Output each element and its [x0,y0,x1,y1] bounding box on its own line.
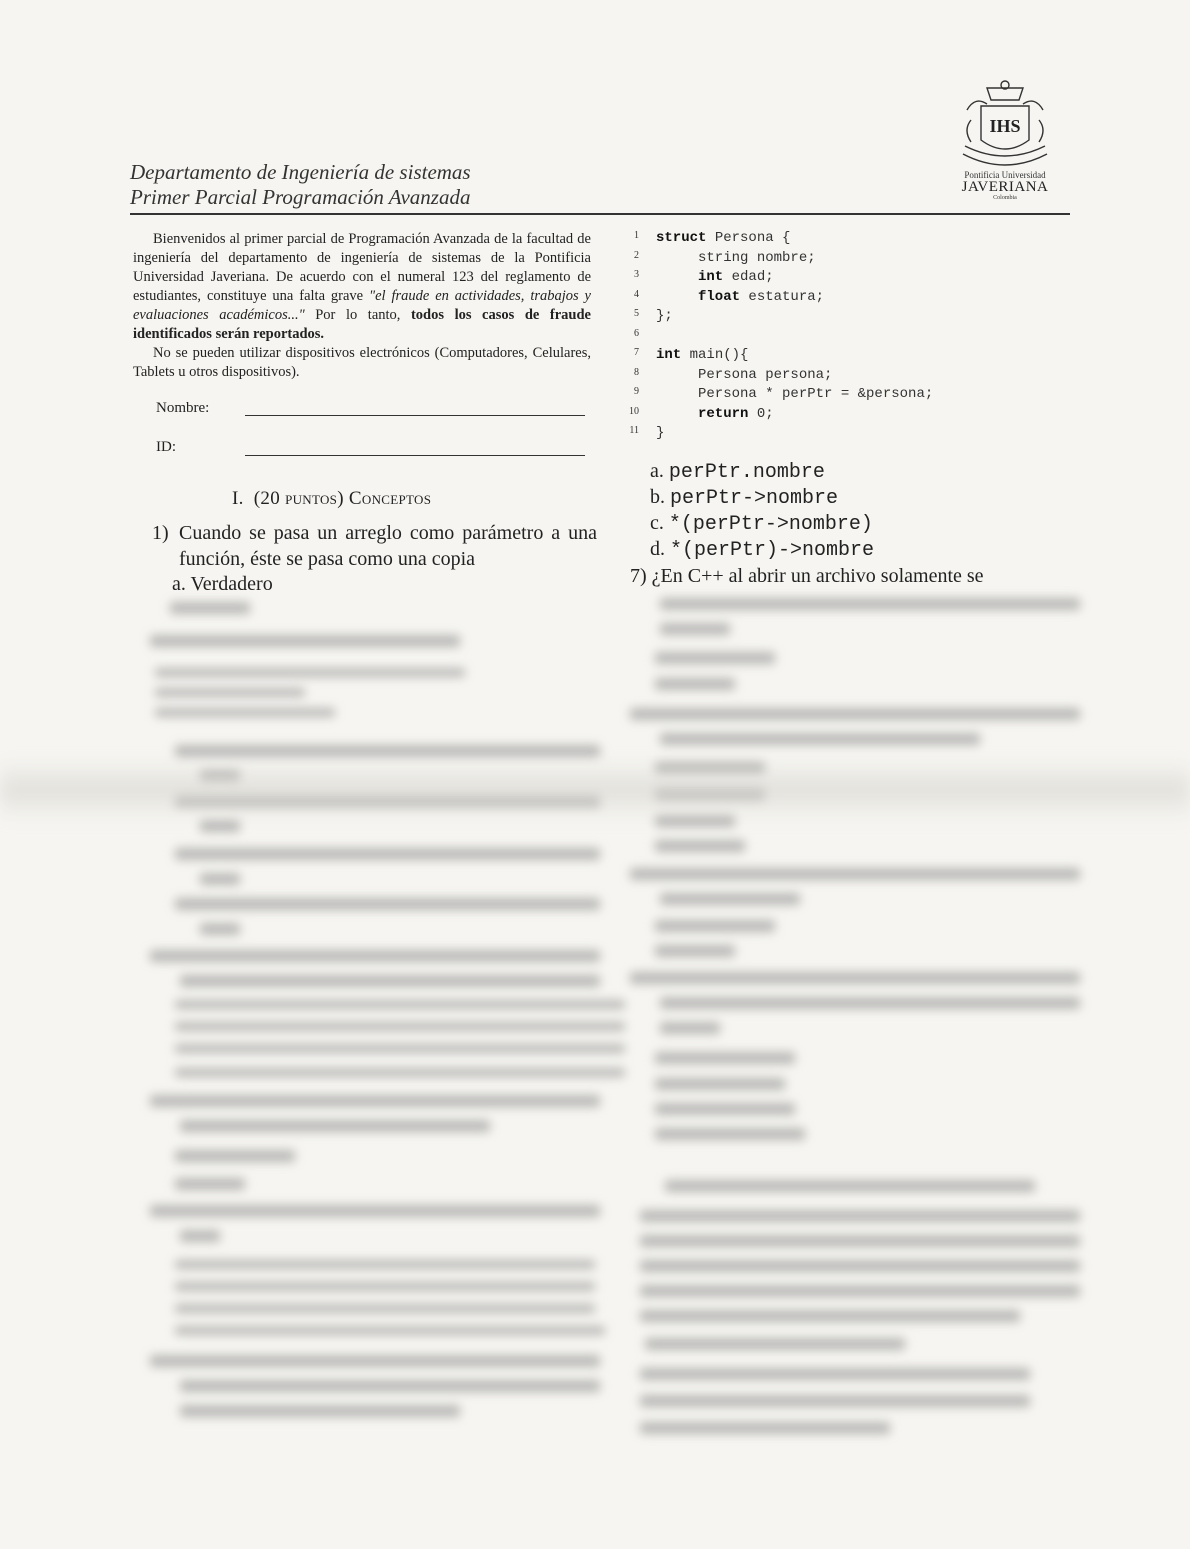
question-1-text: Cuando se pasa un arreglo como parámetro a una función, éste se pasa como una copia [179,522,597,570]
name-label: Nombre: [156,400,210,416]
university-logo [955,80,1055,205]
id-field[interactable] [245,455,585,456]
exam-page: Departamento de Ingeniería de sistemas Primer Parcial Programación Avanzada IHS Pontificia Universidad JAVERIANA Colombia Bienvenidos al primer parcial de Programación Avanzada de la facultad de ingeniería del departamento de ingeniería de sistemas de la Pontificia Universidad Javeriana. De acuerdo con el numeral 123 del reglamento de estudiantes, constituye una falta grave "el fraude en actividades, trabajos y evaluaciones académicos..." Por lo tanto, todos los casos de fraude identificados serán reportados. No se pueden utilizar dispositivos electrónicos (Computadores, Celulares, Tablets u otros dispositivos). Nombre: ID: I. (20 puntos) Conceptos 1) Cuando se pasa un arreglo como parámetro a una función, éste se pasa como una copia a. Verdadero 1 struct Persona { 2 string nombre; 3 int edad; 4 float estatura; 5 }; 6 7 int main(){ 8 Persona persona; 9 Persona * perPtr = &persona; 10 return 0; 11 } a. perPtr.nombre b. perPtr->nombre c. *(perPtr->nombre) d. *(perPtr)->nombre 7) ¿En C++ al abrir un archivo solamente se [0,0,1190,1549]
logo-line-2: JAVERIANA [961,179,1049,195]
question-1: 1) Cuando se pasa un arreglo como parámetro a una función, éste se pasa como una copia [152,522,597,570]
intro-paragraph-1: Bienvenidos al primer parcial de Programación Avanzada de la facultad de ingeniería del departamento de ingeniería de sistemas de la Pontificia Universidad Javeriana. De acuerdo con el numeral 123 del reglamento de estudiantes, constituye una falta grave "el fraude en actividades, trabajos y evaluaciones académicos..." Por lo tanto, todos los casos de fraude identificados serán reportados. [133,231,591,342]
answer-option-b[interactable]: b. perPtr->nombre [650,486,839,510]
coat-of-arms-icon [957,80,1053,170]
question-1-option-a[interactable]: a. Verdadero [172,573,273,595]
answer-option-c[interactable]: c. *(perPtr->nombre) [650,512,873,536]
name-field[interactable] [245,415,585,416]
id-label: ID: [156,439,176,455]
section-heading: I. (20 puntos) Conceptos [232,488,432,509]
answer-option-d[interactable]: d. *(perPtr)->nombre [650,538,875,562]
logo-line-3: Colombia [993,195,1017,201]
question-7: 7) ¿En C++ al abrir un archivo solamente se [630,565,984,587]
header-divider [130,213,1070,215]
intro-paragraph-2: No se pueden utilizar dispositivos electrónicos (Computadores, Celulares, Tablets u otros dispositivos). [133,345,591,380]
document-header [130,160,471,210]
svg-text:IHS: IHS [989,116,1021,136]
blurred-region [0,590,1190,1549]
logo-line-1: Pontificia Universidad [964,170,1046,180]
scan-streak [0,760,1190,820]
department-title: Departamento de Ingeniería de sistemas [130,160,471,184]
answer-option-a[interactable]: a. perPtr.nombre [650,460,825,484]
exam-title: Primer Parcial Programación Avanzada [130,185,471,209]
intro-text [133,230,591,382]
